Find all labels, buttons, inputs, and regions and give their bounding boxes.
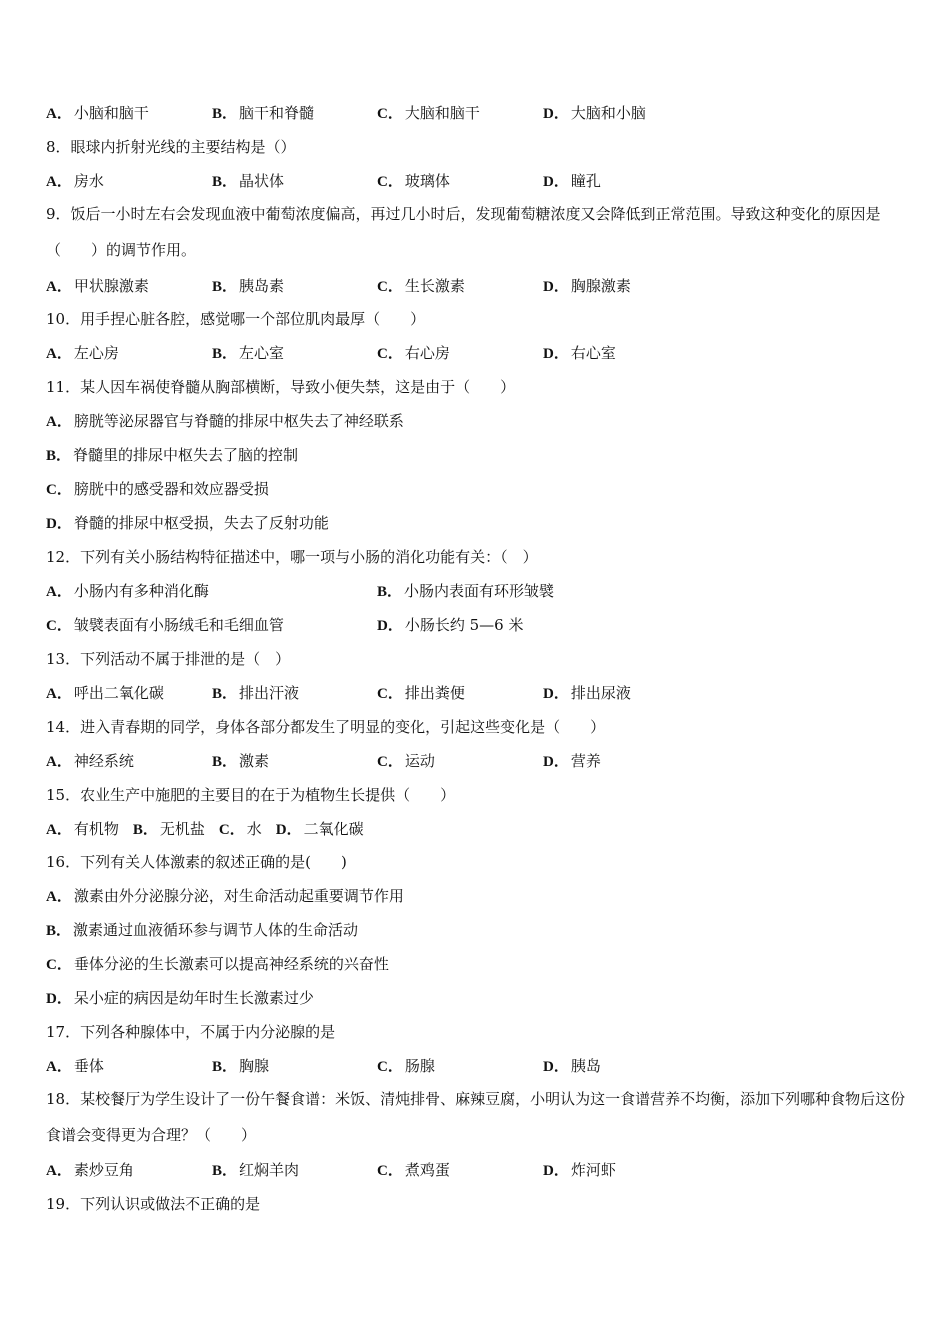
question-11-stem: 11．某人因车祸使脊髓从胸部横断，导致小便失禁，这是由于（ ）	[46, 378, 516, 396]
question-14-stem: 14．进入青春期的同学，身体各部分都发生了明显的变化，引起这些变化是（ ）	[46, 718, 606, 736]
option-10-d: D． 右心室	[543, 344, 616, 362]
question-17-stem: 17．下列各种腺体中，不属于内分泌腺的是	[46, 1023, 336, 1041]
option-7-b: B． 脑干和脊髓	[212, 104, 315, 122]
option-13-b: B． 排出汗液	[212, 684, 300, 702]
option-9-a: A． 甲状腺激素	[46, 277, 149, 295]
option-10-b: B． 左心室	[212, 344, 285, 362]
question-13-stem: 13．下列活动不属于排泄的是（ ）	[46, 650, 291, 668]
option-11-c: C． 膀胱中的感受器和效应器受损	[46, 480, 269, 498]
option-14-c: C． 运动	[377, 752, 435, 770]
option-11-a: A． 膀胱等泌尿器官与脊髓的排尿中枢失去了神经联系	[46, 412, 404, 430]
option-11-b: B． 脊髓里的排尿中枢失去了脑的控制	[46, 446, 299, 464]
option-18-b: B． 红焖羊肉	[212, 1161, 300, 1179]
option-18-d: D． 炸河虾	[543, 1161, 616, 1179]
option-13-c: C． 排出粪便	[377, 684, 465, 702]
option-15-c: C． 水	[218, 820, 262, 838]
question-8-stem: 8．眼球内折射光线的主要结构是（）	[46, 138, 296, 156]
option-10-a: A． 左心房	[46, 344, 119, 362]
option-12-a: A． 小肠内有多种消化酶	[46, 582, 209, 600]
option-8-d: D． 瞳孔	[543, 172, 601, 190]
option-16-c: C． 垂体分泌的生长激素可以提高神经系统的兴奋性	[46, 955, 389, 973]
option-13-a: A． 呼出二氧化碳	[46, 684, 164, 702]
question-12-stem: 12．下列有关小肠结构特征描述中，哪一项与小肠的消化功能有关：（ ）	[46, 548, 538, 566]
option-9-d: D． 胸腺激素	[543, 277, 631, 295]
option-17-a: A． 垂体	[46, 1057, 104, 1075]
question-15-stem: 15．农业生产中施肥的主要目的在于为植物生长提供（ ）	[46, 786, 456, 804]
option-7-a: A． 小脑和脑干	[46, 104, 149, 122]
option-18-c: C． 煮鸡蛋	[377, 1161, 450, 1179]
option-12-d: D． 小肠长约 5—6 米	[377, 616, 524, 634]
option-12-b: B． 小肠内表面有环形皱襞	[377, 582, 555, 600]
option-16-d: D． 呆小症的病因是幼年时生长激素过少	[46, 989, 314, 1007]
question-10-stem: 10．用手捏心脏各腔，感觉哪一个部位肌肉最厚（ ）	[46, 310, 426, 328]
option-9-b: B． 胰岛素	[212, 277, 285, 295]
option-14-d: D． 营养	[543, 752, 601, 770]
option-8-b: B． 晶状体	[212, 172, 285, 190]
option-15-d: D． 二氧化碳	[275, 820, 364, 838]
option-16-a: A． 激素由外分泌腺分泌，对生命活动起重要调节作用	[46, 887, 404, 905]
option-9-c: C． 生长激素	[377, 277, 465, 295]
option-17-d: D． 胰岛	[543, 1057, 601, 1075]
option-15-a: A． 有机物	[46, 820, 119, 838]
option-8-a: A． 房水	[46, 172, 104, 190]
option-15-b: B． 无机盐	[132, 820, 205, 838]
option-13-d: D． 排出尿液	[543, 684, 631, 702]
option-16-b: B． 激素通过血液循环参与调节人体的生命活动	[46, 921, 359, 939]
option-14-a: A． 神经系统	[46, 752, 134, 770]
option-17-c: C． 肠腺	[377, 1057, 435, 1075]
option-12-c: C． 皱襞表面有小肠绒毛和毛细血管	[46, 616, 284, 634]
option-8-c: C． 玻璃体	[377, 172, 450, 190]
option-17-b: B． 胸腺	[212, 1057, 270, 1075]
option-10-c: C． 右心房	[377, 344, 450, 362]
question-19-stem: 19．下列认识或做法不正确的是	[46, 1195, 261, 1213]
question-18-stem: 18．某校餐厅为学生设计了一份午餐食谱：米饭、清炖排骨、麻辣豆腐，小明认为这一食谱营养不均衡，添加下列哪种食物后这份食谱会变得更为合理？（ ）	[46, 1090, 906, 1144]
question-16-stem: 16．下列有关人体激素的叙述正确的是( )	[46, 853, 347, 871]
option-7-c: C． 大脑和脑干	[377, 104, 480, 122]
question-9-stem: 9．饭后一小时左右会发现血液中葡萄浓度偏高，再过几小时后，发现葡萄糖浓度又会降低到正常范围。导致这种变化的原因是（ ）的调节作用。	[46, 205, 881, 259]
option-14-b: B． 激素	[212, 752, 270, 770]
option-11-d: D． 脊髓的排尿中枢受损，失去了反射功能	[46, 514, 329, 532]
question-15-options	[46, 819, 364, 840]
option-18-a: A． 素炒豆角	[46, 1161, 134, 1179]
option-7-d: D． 大脑和小脑	[543, 104, 646, 122]
